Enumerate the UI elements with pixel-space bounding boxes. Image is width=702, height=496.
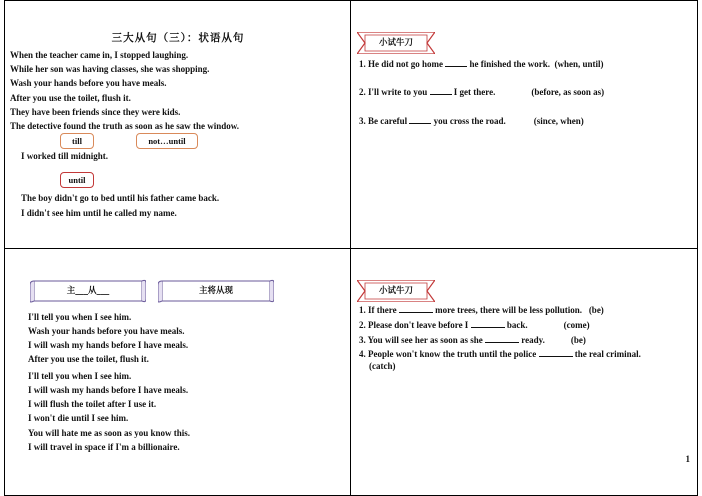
ribbon-label: 小试牛刀	[378, 286, 413, 296]
exercise-item: 1. If there more trees, there will be less pollution. (be)	[359, 305, 604, 315]
scroll-banner-right	[158, 279, 274, 303]
sentence: I'll tell you when I see him.	[28, 312, 132, 322]
answer-blank[interactable]	[471, 327, 505, 328]
answer-blank[interactable]	[409, 123, 431, 124]
sentence: You will hate me as soon as you know this.	[28, 428, 191, 438]
ribbon-banner	[357, 32, 435, 54]
example-until: I didn't see him until he called my name.	[21, 208, 177, 218]
answer-blank[interactable]	[430, 94, 452, 95]
tag-not-until: not…until	[136, 133, 198, 149]
example-till: I worked till midnight.	[21, 151, 109, 161]
panel-adverbial-clauses	[8, 4, 348, 246]
ribbon-banner	[357, 280, 435, 302]
sentence: Wash your hands before you have meals.	[28, 326, 185, 336]
sentence: I will flush the toilet after I use it.	[28, 399, 157, 409]
panel-practice-1	[355, 4, 695, 246]
top-border	[4, 0, 698, 1]
tag-till: till	[60, 133, 94, 149]
exercise-item: 1. He did not go home he finished the work. (when, until)	[359, 59, 604, 69]
sentence: I will wash my hands before I have meals.	[28, 385, 189, 395]
sentence: After you use the toilet, flush it.	[10, 93, 131, 103]
exercise-item: 4. People won't know the truth until the police the real criminal.	[359, 349, 641, 359]
answer-blank[interactable]	[485, 342, 519, 343]
exercise-item: 3. Be careful you cross the road. (since, when)	[359, 116, 584, 126]
panel-main-future-clause-present	[8, 252, 348, 492]
scroll-label: 主将从现	[198, 286, 233, 296]
example-until: The boy didn't go to bed until his father came back.	[21, 193, 220, 203]
ribbon-label: 小试牛刀	[378, 38, 413, 48]
sentence: I won't die until I see him.	[28, 413, 129, 423]
sentence: Wash your hands before you have meals.	[10, 78, 167, 88]
scroll-banner-left	[30, 279, 146, 303]
answer-blank[interactable]	[445, 66, 467, 67]
sentence: While her son was having classes, she was shopping.	[10, 64, 210, 74]
page-title: 三大从句（三）：状语从句	[111, 32, 245, 44]
tag-until: until	[60, 172, 94, 188]
exercise-item: 2. I'll write to you I get there. (before, as soon as)	[359, 87, 605, 97]
sentence: I'll tell you when I see him.	[28, 371, 132, 381]
page-number: 1	[685, 454, 690, 464]
answer-blank[interactable]	[539, 356, 573, 357]
exercise-hint: (catch)	[369, 361, 396, 371]
middle-divider	[4, 248, 698, 249]
answer-blank[interactable]	[399, 312, 433, 313]
sentence: After you use the toilet, flush it.	[28, 354, 149, 364]
sentence: The detective found the truth as soon as he saw the window.	[10, 121, 240, 131]
sentence: They have been friends since they were kids.	[10, 107, 181, 117]
scroll-label: 主___从___	[66, 286, 110, 296]
exercise-item: 2. Please don't leave before I back. (come)	[359, 320, 590, 330]
sentence: I will wash my hands before I have meals.	[28, 340, 189, 350]
sentence: When the teacher came in, I stopped laughing.	[10, 50, 189, 60]
panel-practice-2	[355, 252, 695, 492]
sentence: I will travel in space if I'm a billionaire.	[28, 442, 180, 452]
center-divider	[350, 0, 351, 496]
exercise-item: 3. You will see her as soon as she ready. (be)	[359, 335, 586, 345]
